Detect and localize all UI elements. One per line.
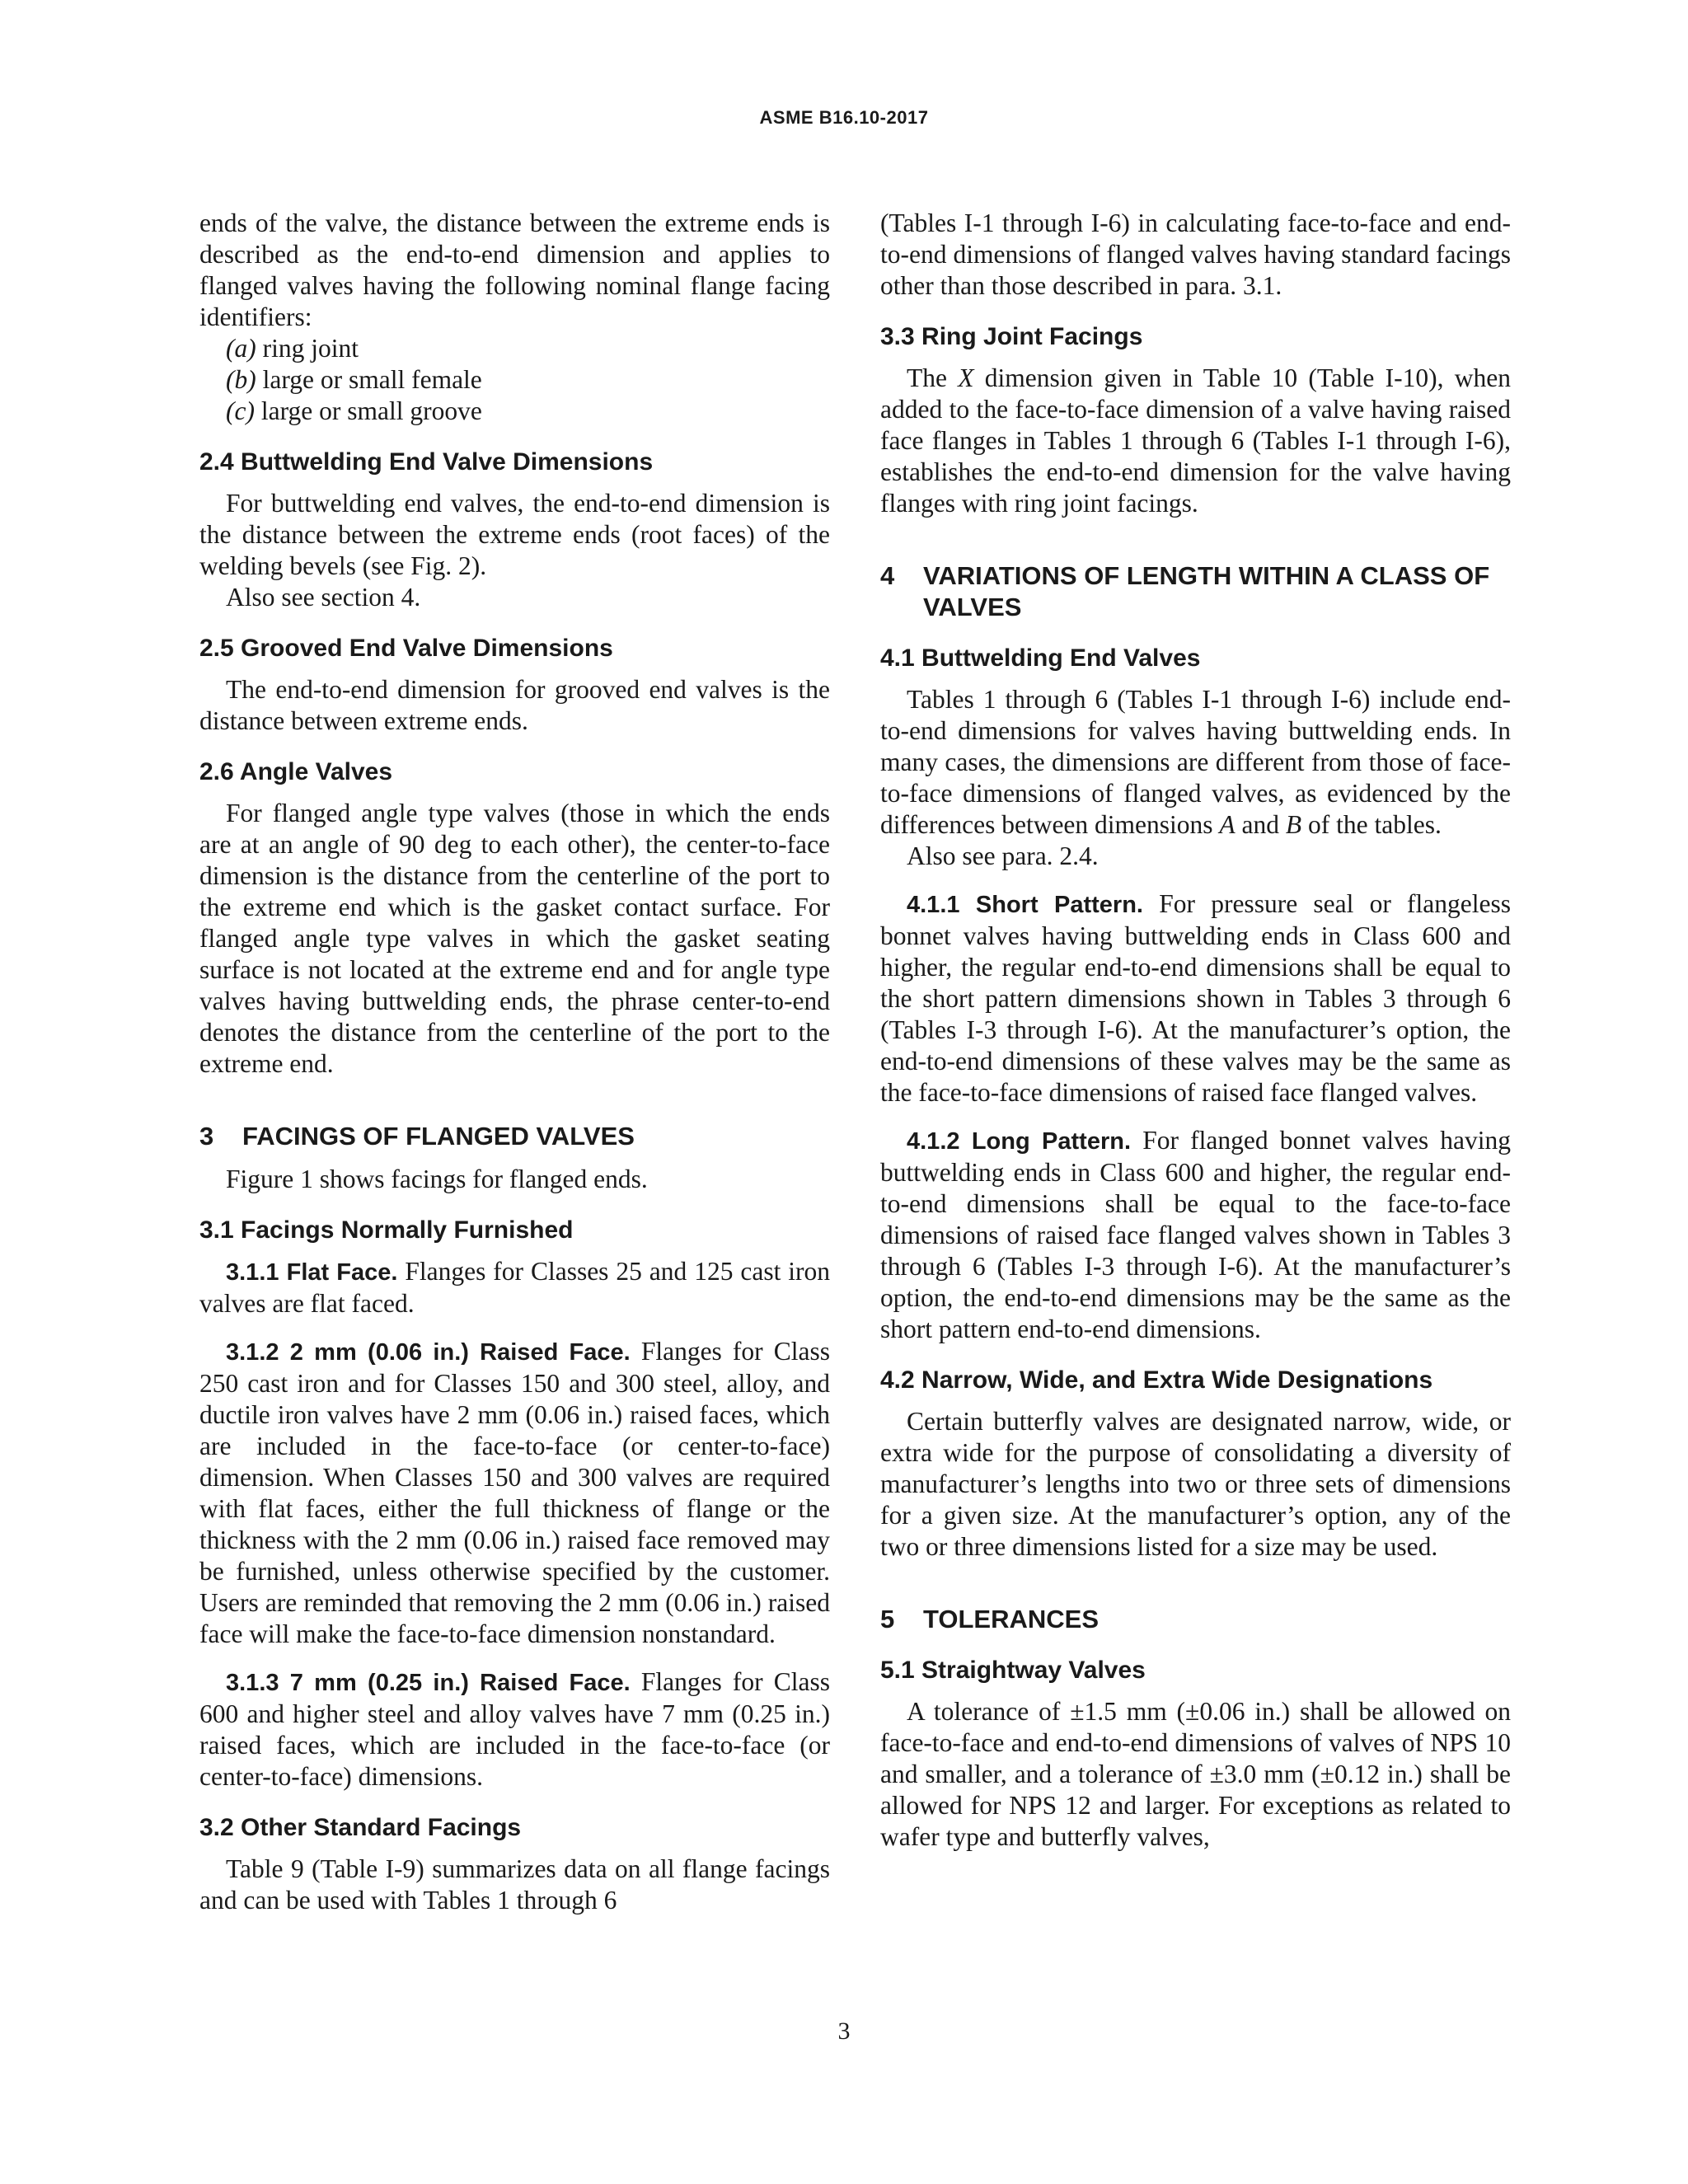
variable: B xyxy=(1285,810,1302,839)
subparagraph-text: Flanges for Classes 25 and 125 cast iron valves are flat faced. xyxy=(199,1257,831,1318)
section-number: 4 xyxy=(880,561,895,590)
paragraph: For buttwelding end valves, the end-to-end dimension is the distance between the extreme ends (root faces) of the welding bevels (see Fig. 2). xyxy=(199,489,830,580)
paragraph: The end-to-end dimension for grooved end valves is the distance between extreme ends. xyxy=(199,675,830,735)
subparagraph-4-1-2 xyxy=(880,1125,1511,1345)
paragraph: Also see para. 2.4. xyxy=(907,841,1099,870)
subparagraph-text: Flanges for Class 250 cast iron and for Classes 150 and 300 steel, alloy, and ductile iron valves have 2 mm (0.06 in.) raised faces, which are included in the face-to-face (or center-to-face) dimension. When Classes 150 and 300 valves are required with flat faces, either the full thickness of flange or the thickness with the 2 mm (0.06 in.) raised face removed may be furnished, unless otherwise specified by the customer. Users are reminded that removing the 2 mm (0.06 in.) raised face will make the face-to-face dimension nonstandard. xyxy=(199,1337,831,1648)
section-title: FACINGS OF FLANGED VALVES xyxy=(242,1122,635,1151)
page-number: 3 xyxy=(837,2018,851,2045)
text-run: dimension given in Table 10 (Table I-10), when added to the face-to-face dimension of a valve having raised face flanges in Tables 1 through 6 (Tables I-1 through I-6), establishes the end-to-end dimension for the valve having flanges with ring joint facings. xyxy=(880,363,1511,518)
variable: X xyxy=(958,363,974,392)
list-item xyxy=(199,364,830,396)
list-item xyxy=(199,396,830,427)
subparagraph-text: For flanged bonnet valves having buttwelding ends in Class 600 and higher, the regular end-to-end dimensions shall be equal to the face-to-face dimensions of raised face flanged valves shown in Tables 3 through 6 (Tables I-3 through I-6). At the manufacturer’s option, the end-to-end dimensions may be the same as the short pattern end-to-end dimensions. xyxy=(880,1126,1512,1343)
facing-identifier-list xyxy=(199,333,830,427)
paragraph xyxy=(880,363,1511,519)
section-heading-2-4: 2.4 Buttwelding End Valve Dimensions xyxy=(199,448,654,476)
subparagraph-lead: 3.1.2 2 mm (0.06 in.) Raised Face. xyxy=(226,1339,631,1366)
section-title: VARIATIONS OF LENGTH WITHIN A CLASS OF VALVES xyxy=(923,561,1490,621)
section-title: TOLERANCES xyxy=(923,1605,1100,1633)
paragraph: Table 9 (Table I-9) summarizes data on all flange facings and can be used with Tables 1 through 6 xyxy=(199,1854,830,1915)
text-run: The xyxy=(907,363,959,392)
paragraph: Figure 1 shows facings for flanged ends. xyxy=(226,1165,648,1193)
major-heading-5 xyxy=(880,1604,1511,1635)
paragraph: Also see section 4. xyxy=(226,583,421,612)
list-marker: (c) xyxy=(226,396,255,425)
text-run: and xyxy=(1235,810,1286,839)
section-heading-4-1: 4.1 Buttwelding End Valves xyxy=(880,644,1201,672)
paragraph: For flanged angle type valves (those in which the ends are at an angle of 90 deg to each other), the center-to-face dimension is the distance from the centerline of the port to the extreme end which is the gasket contact surface. For flanged angle type valves in which the gasket seating surface is not located at the extreme end and for angle type valves having buttwelding ends, the phrase center-to-end denotes the distance from the centerline of the port to the extreme end. xyxy=(199,799,830,1078)
paragraph xyxy=(880,684,1511,841)
section-number: 5 xyxy=(880,1605,895,1633)
subparagraph-lead: 3.1.1 Flat Face. xyxy=(226,1259,398,1286)
list-marker: (a) xyxy=(226,334,256,363)
list-text: large or small female xyxy=(262,365,482,394)
list-text: large or small groove xyxy=(260,396,482,425)
subparagraph-lead: 4.1.1 Short Pattern. xyxy=(907,892,1143,918)
subparagraph-3-1-3 xyxy=(199,1666,830,1793)
subparagraph-4-1-1 xyxy=(880,888,1511,1108)
subparagraph-3-1-1 xyxy=(199,1256,830,1319)
section-heading-2-6: 2.6 Angle Valves xyxy=(199,758,393,785)
variable: A xyxy=(1219,810,1236,839)
major-heading-4 xyxy=(880,560,1511,623)
list-item xyxy=(199,333,830,364)
section-number: 3 xyxy=(199,1122,214,1151)
right-column xyxy=(880,208,1511,1853)
subparagraph-lead: 3.1.3 7 mm (0.25 in.) Raised Face. xyxy=(226,1670,631,1696)
major-heading-3 xyxy=(199,1121,830,1152)
subparagraph-text: Flanges for Class 600 and higher steel and alloy valves have 7 mm (0.25 in.) raised faces, which are included in the face-to-face (or center-to-face) dimensions. xyxy=(199,1667,831,1791)
left-column xyxy=(199,208,830,1916)
section-heading-3-1: 3.1 Facings Normally Furnished xyxy=(199,1216,574,1244)
section-heading-3-3: 3.3 Ring Joint Facings xyxy=(880,323,1143,350)
paragraph: A tolerance of ±1.5 mm (±0.06 in.) shall be allowed on face-to-face and end-to-end dimensions of valves of NPS 10 and smaller, and a tolerance of ±3.0 mm (±0.12 in.) shall be allowed for NPS 12 and larger. For exceptions as related to wafer type and butterfly valves, xyxy=(880,1697,1511,1851)
text-run: Tables 1 through 6 (Tables I-1 through I-6) include end-to-end dimensions for valves having buttwelding ends. In many cases, the dimensions are different from those of face-to-face dimensions of flanged valves, as evidenced by the differences between dimensions xyxy=(880,685,1511,839)
subparagraph-text: For pressure seal or flangeless bonnet valves having buttwelding ends in Class 600 and higher, the regular end-to-end dimensions shall be equal to the short pattern dimensions shown in Tables 3 through 6 (Tables I-3 through I-6). At the manufacturer’s option, the end-to-end dimensions of these valves may be the same as the face-to-face dimensions of raised face flanged valves. xyxy=(880,889,1512,1107)
subparagraph-3-1-2 xyxy=(199,1336,830,1650)
continued-paragraph: (Tables I-1 through I-6) in calculating face-to-face and end-to-end dimensions of flanged valves having standard facings other than those described in para. 3.1. xyxy=(880,209,1511,300)
subparagraph-lead: 4.1.2 Long Pattern. xyxy=(907,1128,1132,1155)
paragraph: Certain butterfly valves are designated narrow, wide, or extra wide for the purpose of consolidating a diversity of manufacturer’s lengths into two or three sets of dimensions for a given size. At the manufacturer’s option, any of the two or three dimensions listed for a size may be used. xyxy=(880,1407,1511,1561)
running-header: ASME B16.10-2017 xyxy=(759,107,929,128)
text-run: of the tables. xyxy=(1301,810,1442,839)
list-marker: (b) xyxy=(226,365,256,394)
list-text: ring joint xyxy=(262,334,359,363)
section-heading-3-2: 3.2 Other Standard Facings xyxy=(199,1814,522,1841)
continued-paragraph: ends of the valve, the distance between the extreme ends is described as the end-to-end dimension and applies to flanged valves having the following nominal flange facing identifiers: xyxy=(199,209,830,331)
section-heading-4-2: 4.2 Narrow, Wide, and Extra Wide Designations xyxy=(880,1366,1433,1394)
section-heading-5-1: 5.1 Straightway Valves xyxy=(880,1657,1146,1684)
section-heading-2-5: 2.5 Grooved End Valve Dimensions xyxy=(199,635,613,662)
